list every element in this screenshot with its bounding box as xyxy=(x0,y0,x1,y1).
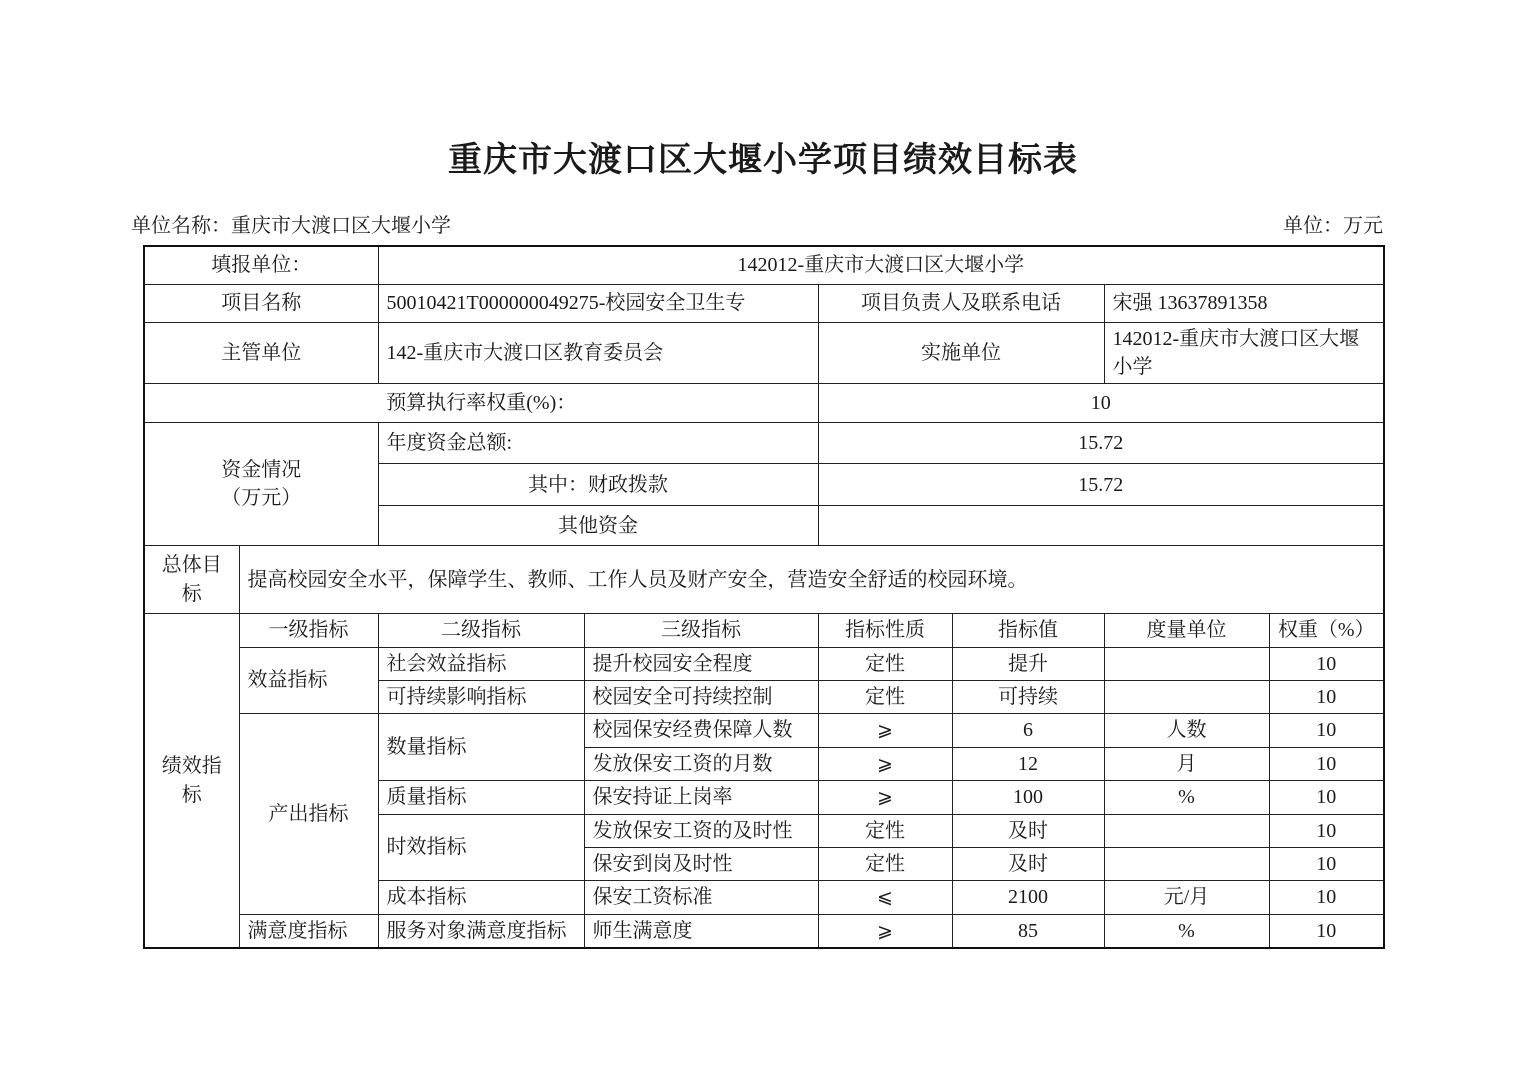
level3-cell: 保安持证上岗率 xyxy=(584,781,818,814)
level1-benefit-cell: 效益指标 xyxy=(239,647,378,714)
table-row xyxy=(144,546,1384,614)
level2-quantity-cell: 数量指标 xyxy=(378,714,584,781)
annual-total-label-cell: 年度资金总额: xyxy=(378,423,818,464)
unit-cell: 月 xyxy=(1104,747,1269,780)
unit-cell xyxy=(1104,647,1269,680)
nature-cell: ⩾ xyxy=(818,781,952,814)
value-cell: 及时 xyxy=(952,814,1104,847)
level2-cell: 成本指标 xyxy=(378,881,584,914)
header-weight: 权重（%） xyxy=(1269,614,1384,647)
meta-row xyxy=(131,214,1383,238)
unit-cell: % xyxy=(1104,781,1269,814)
table-row xyxy=(144,322,1384,384)
budget-rate-label-cell: 预算执行率权重(%)： xyxy=(144,384,818,423)
annual-total-value-cell: 15.72 xyxy=(818,423,1384,464)
value-cell: 可持续 xyxy=(952,681,1104,714)
implement-label-cell: 实施单位 xyxy=(818,322,1104,384)
value-cell: 提升 xyxy=(952,647,1104,680)
unit-cell: 人数 xyxy=(1104,714,1269,747)
indicators-group-label-cell: 绩效指标 xyxy=(144,614,239,948)
unit-cell xyxy=(1104,848,1269,881)
nature-cell: ⩾ xyxy=(818,714,952,747)
unit-name-text: 单位名称：重庆市大渡口区大堰小学 xyxy=(131,215,451,237)
other-funds-value-cell xyxy=(818,506,1384,546)
report-unit-value-cell: 142012-重庆市大渡口区大堰小学 xyxy=(378,246,1384,284)
unit-cell xyxy=(1104,681,1269,714)
header-level2: 二级指标 xyxy=(378,614,584,647)
weight-cell: 10 xyxy=(1269,681,1384,714)
value-cell: 6 xyxy=(952,714,1104,747)
weight-cell: 10 xyxy=(1269,747,1384,780)
level1-satisfaction-cell: 满意度指标 xyxy=(239,914,378,948)
level3-cell: 师生满意度 xyxy=(584,914,818,948)
nature-cell: 定性 xyxy=(818,848,952,881)
project-name-value-cell: 50010421T000000049275-校园安全卫生专 xyxy=(378,284,818,322)
table-row xyxy=(144,384,1384,423)
header-level1: 一级指标 xyxy=(239,614,378,647)
table-row xyxy=(144,423,1384,464)
project-name-label-cell: 项目名称 xyxy=(144,284,378,322)
weight-cell: 10 xyxy=(1269,814,1384,847)
weight-cell: 10 xyxy=(1269,881,1384,914)
level3-cell: 校园安全可持续控制 xyxy=(584,681,818,714)
table-row xyxy=(144,284,1384,322)
table-row xyxy=(144,246,1384,284)
level2-cell: 可持续影响指标 xyxy=(378,681,584,714)
header-nature: 指标性质 xyxy=(818,614,952,647)
table-row xyxy=(144,647,1384,680)
supervisor-label-cell: 主管单位 xyxy=(144,322,378,384)
level3-cell: 保安工资标准 xyxy=(584,881,818,914)
header-level3: 三级指标 xyxy=(584,614,818,647)
overall-goal-text-cell: 提高校园安全水平，保障学生、教师、工作人员及财产安全，营造安全舒适的校园环境。 xyxy=(239,546,1384,614)
nature-cell: ⩾ xyxy=(818,747,952,780)
supervisor-value-cell: 142-重庆市大渡口区教育委员会 xyxy=(378,322,818,384)
weight-cell: 10 xyxy=(1269,914,1384,948)
value-cell: 12 xyxy=(952,747,1104,780)
funds-group-label-cell xyxy=(144,423,378,546)
unit-of-measure-text: 单位：万元 xyxy=(1283,215,1383,237)
weight-cell: 10 xyxy=(1269,714,1384,747)
budget-rate-value-cell: 10 xyxy=(818,384,1384,423)
funds-group-label-line1: 资金情况 xyxy=(221,458,302,481)
table-row xyxy=(144,614,1384,647)
header-value: 指标值 xyxy=(952,614,1104,647)
level3-cell: 提升校园安全程度 xyxy=(584,647,818,680)
level2-cell: 服务对象满意度指标 xyxy=(378,914,584,948)
nature-cell: ⩾ xyxy=(818,914,952,948)
weight-cell: 10 xyxy=(1269,781,1384,814)
unit-cell: % xyxy=(1104,914,1269,948)
value-cell: 85 xyxy=(952,914,1104,948)
nature-cell: ⩽ xyxy=(818,881,952,914)
level2-cell: 社会效益指标 xyxy=(378,647,584,680)
project-leader-label-cell: 项目负责人及联系电话 xyxy=(818,284,1104,322)
value-cell: 及时 xyxy=(952,848,1104,881)
page-title: 重庆市大渡口区大堰小学项目绩效目标表 xyxy=(448,142,1078,179)
other-funds-label-cell: 其他资金 xyxy=(378,506,818,546)
performance-target-table xyxy=(143,245,1385,949)
level2-timeliness-cell: 时效指标 xyxy=(378,814,584,881)
nature-cell: 定性 xyxy=(818,814,952,847)
unit-cell xyxy=(1104,814,1269,847)
report-unit-label-cell: 填报单位： xyxy=(144,246,378,284)
nature-cell: 定性 xyxy=(818,647,952,680)
value-cell: 100 xyxy=(952,781,1104,814)
nature-cell: 定性 xyxy=(818,681,952,714)
overall-goal-label-cell: 总体目标 xyxy=(144,546,239,614)
fiscal-label-cell: 其中：财政拨款 xyxy=(378,464,818,506)
fiscal-value-cell: 15.72 xyxy=(818,464,1384,506)
unit-cell: 元/月 xyxy=(1104,881,1269,914)
weight-cell: 10 xyxy=(1269,647,1384,680)
level3-cell: 保安到岗及时性 xyxy=(584,848,818,881)
level3-cell: 校园保安经费保障人数 xyxy=(584,714,818,747)
level1-output-cell: 产出指标 xyxy=(239,714,378,914)
weight-cell: 10 xyxy=(1269,848,1384,881)
project-leader-value-cell: 宋强 13637891358 xyxy=(1104,284,1384,322)
value-cell: 2100 xyxy=(952,881,1104,914)
header-unit: 度量单位 xyxy=(1104,614,1269,647)
level2-cell: 质量指标 xyxy=(378,781,584,814)
table-row xyxy=(144,714,1384,747)
level3-cell: 发放保安工资的月数 xyxy=(584,747,818,780)
implement-value-cell: 142012-重庆市大渡口区大堰小学 xyxy=(1104,322,1384,384)
funds-group-label-line2: （万元） xyxy=(221,487,302,510)
level3-cell: 发放保安工资的及时性 xyxy=(584,814,818,847)
table-row xyxy=(144,914,1384,948)
